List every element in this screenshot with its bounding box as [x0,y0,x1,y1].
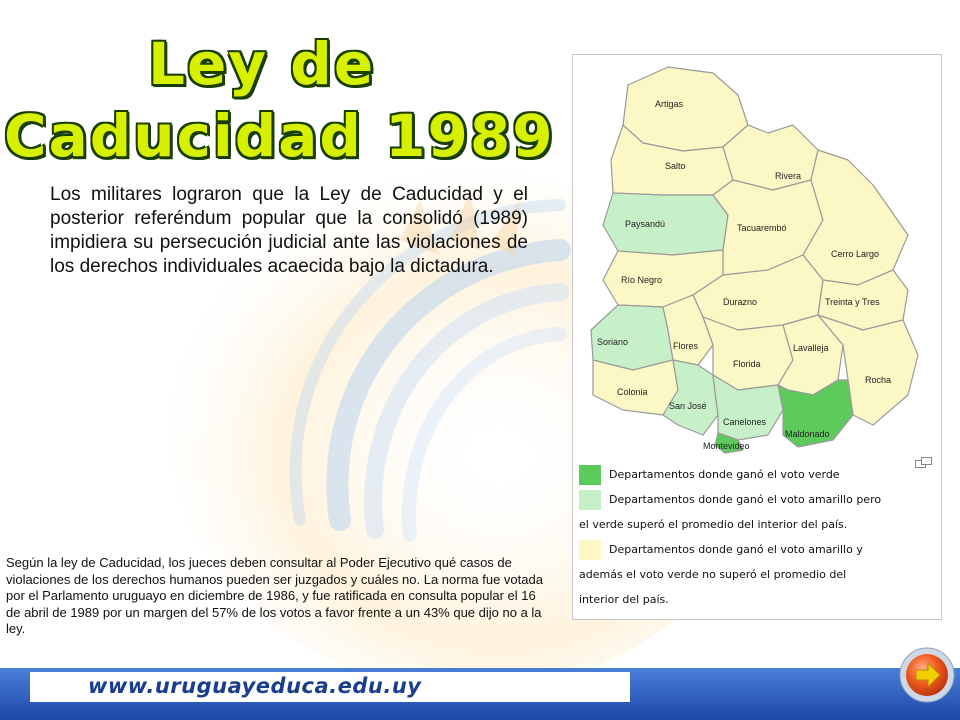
next-slide-button[interactable] [898,646,956,704]
label-tacuarembo: Tacuarembó [737,223,787,233]
footnote-paragraph: Según la ley de Caducidad, los jueces deben consultar al Poder Ejecutivo qué casos de violaciones de los derechos humanos pueden ser juzgados y cuáles no. La norma fue votada por el Parlamento uruguayo en diciembre de 1986, y fue ratificada en consulta popular el 16 de abril de 1989 por un margen del 57% de los votos a favor frente a un 43% que dijo no a la ley. [6,555,543,636]
label-treinta-y-tres: Treinta y Tres [825,297,880,307]
label-rivera: Rivera [775,171,802,181]
label-florida: Florida [733,359,761,369]
title-line-2: Caducidad 1989 [4,102,555,170]
legend-label-amarillo-3: interior del país. [579,593,669,606]
label-colonia: Colonia [617,387,648,397]
main-paragraph: Los militares lograron que la Ley de Caducidad y el posterior referéndum popular que la consolidó (1989) impidiera su persecución judicial ante las violaciones de los derechos individuales acaecida bajo la dictadura. [50,184,528,277]
dept-rivera [723,125,818,190]
legend-swatch-amarillo [579,540,601,560]
label-durazno: Durazno [723,297,758,307]
label-cerro-largo: Cerro Largo [831,249,880,259]
footer-url[interactable]: www.uruguayeduca.edu.uy [88,674,422,698]
legend-label-amarillo-2: además el voto verde no superó el promedio del [579,568,847,581]
label-maldonado: Maldonado [785,429,830,439]
label-rio-negro: Río Negro [621,275,663,285]
dept-artigas [623,67,748,151]
label-artigas: Artigas [655,99,684,109]
label-paysandu: Paysandú [625,219,666,229]
dept-paysandu [603,193,728,255]
label-rocha: Rocha [865,375,892,385]
legend-swatch-amarillo-verde [579,490,601,510]
title-line-1: Ley de [148,30,376,98]
legend-label-verde: Departamentos donde ganó el voto verde [609,468,840,481]
label-canelones: Canelones [723,417,767,427]
label-flores: Flores [673,341,699,351]
referendum-map-panel [572,54,942,620]
label-soriano: Soriano [597,337,629,347]
legend-label-amarillo-verde-1: Departamentos donde ganó el voto amarillo pero [609,493,882,506]
label-san-jose: San José [669,401,707,411]
legend-label-amarillo-1: Departamentos donde ganó el voto amarillo y [609,543,863,556]
legend-swatch-verde [579,465,601,485]
legend-label-amarillo-verde-2: el verde superó el promedio del interior del país. [579,518,848,531]
label-montevideo: Montevideo [703,441,750,451]
enlarge-icon[interactable] [915,457,933,469]
label-salto: Salto [665,161,686,171]
label-lavalleja: Lavalleja [793,343,829,353]
uruguay-map [573,55,941,460]
